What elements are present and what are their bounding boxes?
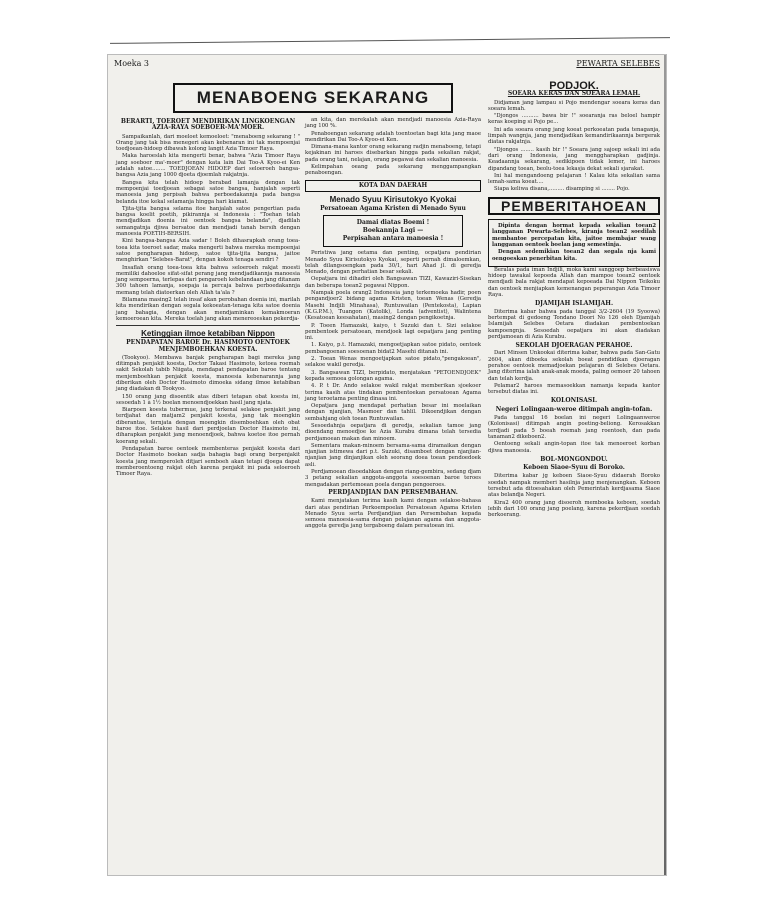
- paragraph: Dimana-mana kantor orang sekarang radjin menaboeng, tetapi kejakinan ini haroes disebarkan hingga pada sekalian rakjat, pada orang tani, nelajan, orang pegawai dan sekalian manoesia.: [305, 144, 481, 163]
- article-title: Menado Syuu Kirisutokyo Kyokai: [329, 194, 457, 204]
- paragraph: Diterima kabar jg keboen Siaoe-Syuu didaerah Boroko soedah nampak memberi hasilnja jang menjenangkan. Keboen tersebut ada ditoesahakan oleh Pemerintah kerdjasama Siaoe atas belandja Negeri.: [488, 473, 660, 499]
- paragraph: Sampaikanlah, dari moeloet kemoeloet: "menaboeng sekarang ! " Orang jang tak bisa menegeri akan kebenaran ini tak mempoenjai toedjoean-hidoep dibawah kolong langit Azia Timoer Raya.: [116, 133, 300, 153]
- list-item: 2. Toean Wenas mengoetjapkan satoe pidato,"pengakoean", selakoe wakil geredja.: [305, 356, 481, 369]
- paragraph: Ini hal mengandoeng pelajaran ! Kalau kita sekalian sama lemah-sama koeat....: [488, 172, 660, 186]
- paragraph: Dari Minsen Unkookai diterima kabar, bahwa pada San-Gatu 2604, akan diboeka sekolah boeat pendidikan djoeragan perahoe oentoek memadjoekan pelajaran di Selebes Oetara. Jang diterima ialah anak-anak moeda, paling oemoer 20 tahoen dan telah kerdja.: [488, 350, 660, 382]
- paragraph: Dengan sedemikian toean2 dan segala nja kami oengoeskan penerbitan kita.: [492, 249, 656, 262]
- paragraph: Oepatjara jang mendapat perhatian besar ini moelaikan dengan njanjian, Masmoer dan tahlil. Dikoendjikan dengan sembahjang oleh toean Runtuwailan.: [305, 403, 481, 422]
- main-subtitle: BERARTI, TOEROET MENDIRIKAN LINGKOENGAN AZIA-RAYA SOEBOER-MA'MOER.: [120, 118, 296, 132]
- paragraph: Perdjamoean disoedahkan dengan riang-gembira, sedang djam 3 petang sekalian anggota-anggota soesoenan baroe teroes mengadakan pertemoean poela dengan pengoeroes.: [305, 469, 481, 488]
- section-title: BOL-MONGONDOU.: [540, 455, 608, 463]
- list-item: 1. Kaiyo, p.t. Hamazaki, mengoetjapkan satoe pidato, oentoek pembangoenan soesoenan bidat2 Masehi ditanah ini.: [305, 342, 481, 355]
- section-title: KOLONISASI.: [550, 397, 598, 405]
- paragraph: Bangsa kita telah hidoep berabad lamanja dengan tak mempoenjai toedjoean sebagai satoe bangsa, hanjalah seperti manoesia jang perpisah bahwa perboedakannja pada bangsa belanda itoe kekal selamanja hingga hari kiamat.: [116, 179, 300, 205]
- paragraph: Oentoeng sekali angin-topan itoe tak menoeroet korban djiwa manoesia.: [488, 441, 660, 454]
- list-item: 3. Bangsawan TIZI, berpidato, menjatakan "PETOENDJOEK" kepada semoea golongan agama.: [305, 369, 481, 382]
- paragraph: (Tookyoo). Membawa banjak pengharapan bagi mereka jang ditimpah penjakit koesta, Doctor Takasi Hasimoto, ketoea roemah sakit Sekolah tabib Niigata, mendapat pendapatan baroe tentang menjemboehkan penjakit koesta, manoesia kebenarannja jang diberikan oleh Doctor Hasimoto dimoeka sidang ilmoe ketabiban jang diadakan di Tookyoo.: [116, 354, 300, 393]
- section-title: SEKOLAH DJOERAGAN PERAHOE.: [515, 342, 633, 350]
- paragraph: Kami menjatakan terima kasih kami dengan selakoe-bahasa dari atas pendirian Perkoempoelan Persatoean Agama Kristen Menado Syuu serta Perdjandjian dan Persembahan kepada semoea manoesia-sama dengan pelajanan agama dan anggota-anggota geredja jang tergaboeng dalam persatoean ini.: [305, 498, 481, 530]
- paragraph: P. Toeen Hamazaki, kaiyo, t Suzuki dan t. Sizi selakoe pembentoek persatoean, mendjoek lagi oepatjara jang penting ini.: [305, 322, 481, 342]
- list-item: 4. P. t Dr. Ando selakoe wakil rakjat memberikan sjoekoer terima kasih atas tindakan pembentoekan persatoean Agama jang teroetama penting dinasa ini.: [305, 383, 481, 402]
- paragraph: Tjita-tjita bangsa selama itoe hanjalah satoe pengertian pada bangsa koelit poetih, pikirannja si Indonesia : "Toehan telah mendjadikan doenia ini oentoek bangsa belanda", djadilah semangatnja djiwa bersatoe dan mendjadi tanah bersih dengan manoesia POETIH-BERSIH.: [116, 205, 300, 238]
- column-3: [488, 80, 660, 520]
- divider: [116, 325, 300, 326]
- paragraph: Bilamana masing2 telah insaf akan perobahan doenia ini, marilah kita mendirikan dengan segala kekoeatan-tenaga kita satoe doenia jang bahagia, dengan akan mendjaminkan kemakmoeran kemoeroean kita. Mereka toelah jang akan menereoeskan pekerdja-: [116, 297, 300, 322]
- column-1: [116, 117, 300, 478]
- article-subtitle: Persatoean Agama Kristen di Menado Syuu: [320, 204, 466, 212]
- article-title: Negeri Lolingaan-weroe ditimpah angin-tofan.: [495, 405, 653, 413]
- quote-line: Damai diatas Boemi !: [356, 219, 430, 227]
- paragraph: Diterima kabar bahwa pada tanggal 3/2-2604 (19 Syoowa) bertempat di gedoeng Tondano Doori No 126 oleh Djamijah Islamijah Selebes Oetara diadakan pembentoekan kampoengnja. Sesoedah oepatjara ini akan diadakan perdjamoean di Azia Kurabu.: [488, 308, 660, 340]
- column-2: [305, 117, 481, 531]
- paragraph: "Djongos .......... bawa bir !" soearanja ras beloel hampir keras koeping si Pojo pe...: [488, 113, 660, 126]
- paragraph: Maka haroeslah kita mengerti benar, bahwa "Azia Timoer Raya jang soeboer ma'-moer" dengan kata lain Dai Too-A Kyoo-ei Ken adalah satoe........ TOEDJOEAN HIDOEP dari seloeroeh bangsa-bangsa Azia jang 1000 djoeta djoemlah rakjatnja.: [116, 153, 300, 179]
- scan-edge: [664, 55, 666, 875]
- quote-line: Perpisahan antara manoesia !: [342, 235, 444, 243]
- paragraph: Penaboengan sekarang adalah toentoetan bagi kita jang maoe mendirikan Dai Too-A Kyoo-ei Ken.: [305, 130, 481, 143]
- paragraph: Insaflah orang toea-toea kita bahwa seloeroeh rakjat moesti memiliki dahoeloe sifat-sifat perang jang mendjadikannja manoesia jang sempoerna, terlepas dari pengaroeh kebelandaan jang ditanam 300 tahoen lamanja, soepaja ia percaja bahwa perboedakannja memang telah diatoerkan oleh Allah ta'ala ?: [116, 264, 300, 296]
- article-title: Keboen Siaoe-Syuu di Boroko.: [523, 464, 625, 472]
- paragraph: Pendapatan baroe oentoek membenteras penjakit koesta dari Doctor Hasimoto boekan sadja bahagia bagi orang berpenjakit koesta jang memperoleh ditjari semboeh akan tetapi djoega dapat memberoentoeng rakjat oleh karena penjakit ini pada seloeroeh Timoer Raya.: [116, 445, 300, 478]
- paragraph: Biarpoen koesta tubermue, jang terkenal selakoe penjakit jang terdjahat dan matjam2 penjakit koesta, jang tak moengkin diberantas, ternjata dengan moengkin disemboehkan oleh obat baroe itoe. Selakoe hasil dari perdjoelan Doctor Hasimoto ini, diharapkan penjakit jang menoendjoek, bahwa koetoe itoe pernah koerang sekali.: [116, 407, 300, 445]
- paragraph: Dipinta dengan hormat kepada sekalian toean2 langganan Pewarta-Selebes, kiranja toean2 soedilah membantoe percepatan kita, jaitoe membajar wang langganan oentoek boelan jang semestinja.: [492, 223, 656, 248]
- paragraph: Kelimpahan oeang pada sekarang menggampangkan penaboengan.: [305, 164, 481, 177]
- paragraph: Kini bangsa-bangsa Azia sadar ! Boleh dihasrapkah orang toea-toea kita toeroet sadar, maka mengerti bahwa mereka mempoenjai satoe pengharapan hidoep, satoe tjita-tjita bangsa, jaitoe menghirkan "Selebes-Barat", dengan kokoh tenaga sendiri ?: [116, 238, 300, 264]
- section-title: Ketinggian ilmoe ketabiban Nippon: [141, 329, 275, 339]
- paragraph: "Djongos ........ kasih bir !" Soeara jang sajoep sekali ini ada dari orang Indonesia, jang menggharapkan gadjinja. Keadaannja sekarang, sedikipoen tidak lemer, ini haroes dipandang toean, beolu-toea lekasja dekat sekali sjarakat.: [488, 146, 660, 172]
- quote-line: Boekannja Lagi —: [362, 227, 424, 235]
- paragraph: Peristiwa jang oetama dan penting, ocpatjara pendirian Menado Syuu Kirisutokyo Kyokai, seperti pernah dimaloemkan, telah dilangsoengkan pada 30/1, hari Ahad jl. di geredja Menado, dengan perhatian besar sekali.: [305, 250, 481, 276]
- paragraph: 150 orang jang disoentik atas diberi tetapan obat koesta ini, sesoedah 1 à 1½ boelan menoendjoekkan hasil jang njata.: [116, 393, 300, 406]
- paragraph: Nampak poela orang2 Indonesia jang terkemoeka hadir, poen pengandjoer2 bidang agama Kristen, toean Wenas (Geredja Masehi Indjili Minahasa), Runtuwailan (Pentekosta), Lapian (K.G.P.M.), Tuangon (Katolik), Londa (adventist), Walintena (Kesatoean keesahatan), masing2 dengan pengikoetnja.: [305, 290, 481, 322]
- section-title: DJAMIJAH ISLAMIJAH.: [534, 300, 614, 308]
- page-header: [114, 59, 660, 71]
- page-number: Moeka 3: [114, 59, 149, 68]
- newspaper-name: PEWARTA SELEBES: [576, 59, 660, 68]
- paragraph: Pada tanggal 16 boelan ini negeri Lolingaanweroe (Kolonisasi) ditimpah angin poeting-beliong. Kerosakkan terdjadi pada 5 boeah roemah jang roentoeh, dan pada tanaman2 dikeboen2.: [488, 415, 660, 440]
- announcement-box: [488, 219, 660, 267]
- paragraph: Oepatjara ini dihadiri oleh Bangsawan TIZI, Kawaziri-Sisekan dan beberapa toean2 pegawai Nippon.: [305, 276, 481, 289]
- paragraph: Sesoedahnja oepatjara di geredja, sekalian tamoe jang dioendang menoedjoe ke Azia Kurabu dimana telah tersedia perdjamoean makan dan minoem.: [305, 422, 481, 442]
- scan-border-line: [110, 37, 670, 44]
- quote-box: [323, 215, 463, 247]
- paragraph: an kita, dan merekalah akan mendjadi manoesia Azia-Raya jang 100 %.: [305, 117, 481, 130]
- podjok-title: PODJOK.: [549, 80, 599, 92]
- paragraph: Ini ada soeara orang jang koeat perkoeatan pada tenaganja, limpah wangnja, jang mendjadikan kemandirikaannja bergerak diatas rakjatnja.: [488, 126, 660, 146]
- announcement-title: PEMBERITAHOEAN: [488, 197, 660, 215]
- paragraph: Kira2 400 orang jang disoeroh memboeka keboen, soedah lebih dari 100 orang jang poelang, karena pekerdjaan soedah berkoerang.: [488, 499, 660, 519]
- newspaper-page: [108, 55, 666, 875]
- section-title: SOEARA KERAS DAN SOEARA LEMAH.: [507, 90, 641, 98]
- section-label-kota: KOTA DAN DAERAH: [305, 180, 481, 192]
- paragraph: Siapa keliwa disana,......... disamping si ........ Pojo.: [494, 186, 630, 193]
- main-title: MENABOENG SEKARANG: [173, 83, 453, 113]
- section-subtitle: PENDAPATAN BAROE Dr. HASIMOTO OENTOEK MENJEMBOEHKAN KOESTA.: [126, 339, 290, 353]
- paragraph: Pelamar2 haroes memasoekkan namanja kepada kantor tersebut diatas ini.: [488, 382, 660, 396]
- paragraph: Beralas pada iman Indjili, moka kami sanggoep berbeasiswa hidoep tawakal kepoeda Allah dan mampoe toean2 oentoek mendjadi bala rakjat mendapat kepoeada Dai Nippon Teikoku dan oentoek menjiapkan kemenangan peperangan Azia Timoer Raya.: [488, 266, 660, 299]
- section-title: PERDJANDJIAN DAN PERSEMBAHAN.: [328, 488, 458, 496]
- paragraph: Didjaman jang lampau si Pojo mendengar soeara keras dan soeara lemah.: [488, 99, 660, 112]
- paragraph: Sementara makan-minoem bersama-sama diramaikan dengan njanjian istimewa dari p.t. Suzuki, disamboet dengan njanjian-njanjian jang dinjanjikan oleh seorang doea toean pendoedoek asli.: [305, 442, 481, 468]
